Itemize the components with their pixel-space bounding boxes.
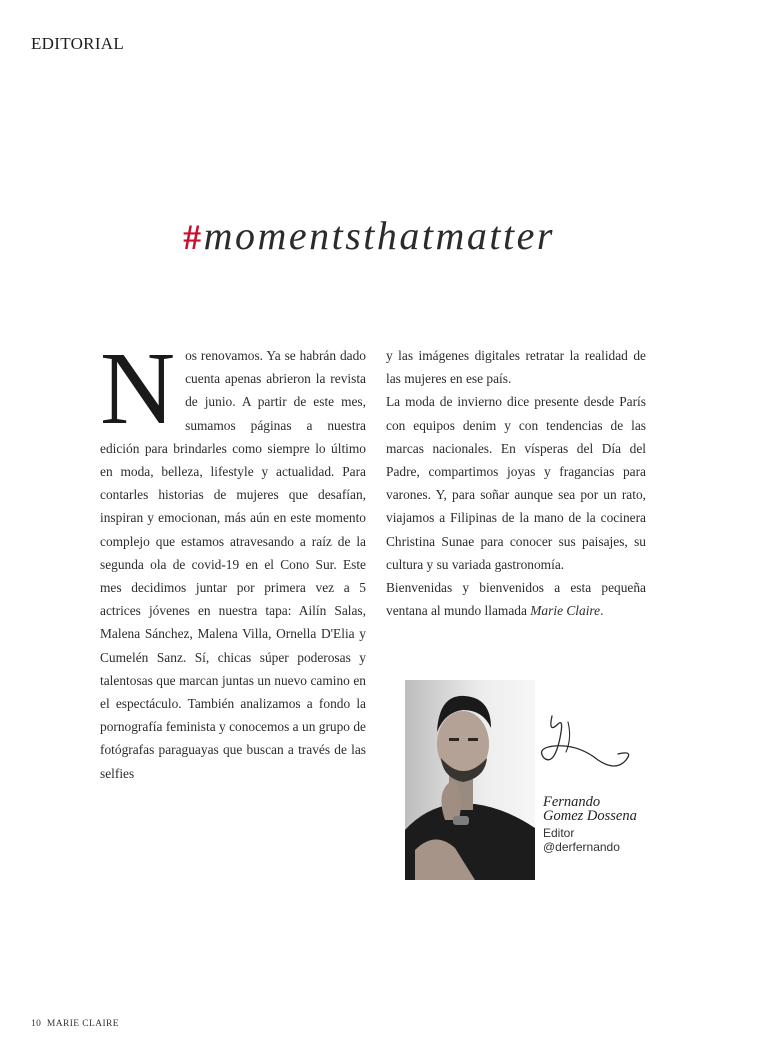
closing-period: . [600,603,604,619]
article-body-part-1: os renovamos. Ya se habrán dado cuenta apenas abrieron la revista de junio. A partir de este mes, sumamos páginas a nuestra edición para brindarles como siempre lo último en moda, belleza, lifestyle y actualidad. Para contarles historias de mujeres que desafían, inspiran y emocionan, más aún en este momento complejo que estamos atravesando a raíz de la segunda ola de covid-19 en el Cono Sur. Este mes decidimos juntar por primera vez a 5 actrices jóvenes en nuestra tapa: Ailín Salas, Malena Sánchez, Malena Villa, Ornella D'Elia y Cumelén Sanz. Sí, chicas súper poderosas y talentosas que marcan juntas un nuevo camino en el espectáculo. También analizamos a fondo la pornografía feminista y conocemos a un grupo de fotógrafas paraguayas que buscan a través de las selfies [100,348,366,781]
editor-name-first: Fernando [543,794,601,810]
headline-text: momentsthatmatter [203,213,555,258]
section-label: EDITORIAL [31,34,125,53]
headline [0,212,738,259]
editor-name-last: Gomez Dossena [543,808,637,824]
drop-cap: N [100,331,176,446]
magazine-title: MARIE CLAIRE [46,1019,119,1029]
editor-handle: @derfernando [543,840,620,854]
page-number: 10 [31,1019,42,1029]
magazine-name: Marie Claire [530,603,601,619]
hashtag-symbol: # [183,217,204,257]
editor-photo [405,680,535,880]
editor-signature [543,795,637,854]
article-paragraph: y las imágenes digitales retratar la realidad de las mujeres en ese país. [386,348,646,387]
article-column-2 [386,344,646,622]
article-paragraph: La moda de invierno dice presente desde París con equipos denim y con tendencias de las marcas nacionales. En vísperas del Día del Padre, compartimos joyas y fragancias para varones. Y, para soñar aunque sea por un rato, viajamos a Filipinas de la mano de la cocinera Christina Sunae para conocer sus paisajes, su cultura y su variada gastronomía. [386,394,646,572]
article-column-1 [100,331,366,785]
closing-text: Bienvenidas y bienvenidos a esta pequeña ventana al mundo llamada [386,580,646,619]
page-footer [31,1019,119,1029]
editor-portrait-image [405,680,535,880]
editor-role: Editor [543,826,575,840]
signature-scribble [538,708,638,788]
article-closing-paragraph [386,576,646,622]
